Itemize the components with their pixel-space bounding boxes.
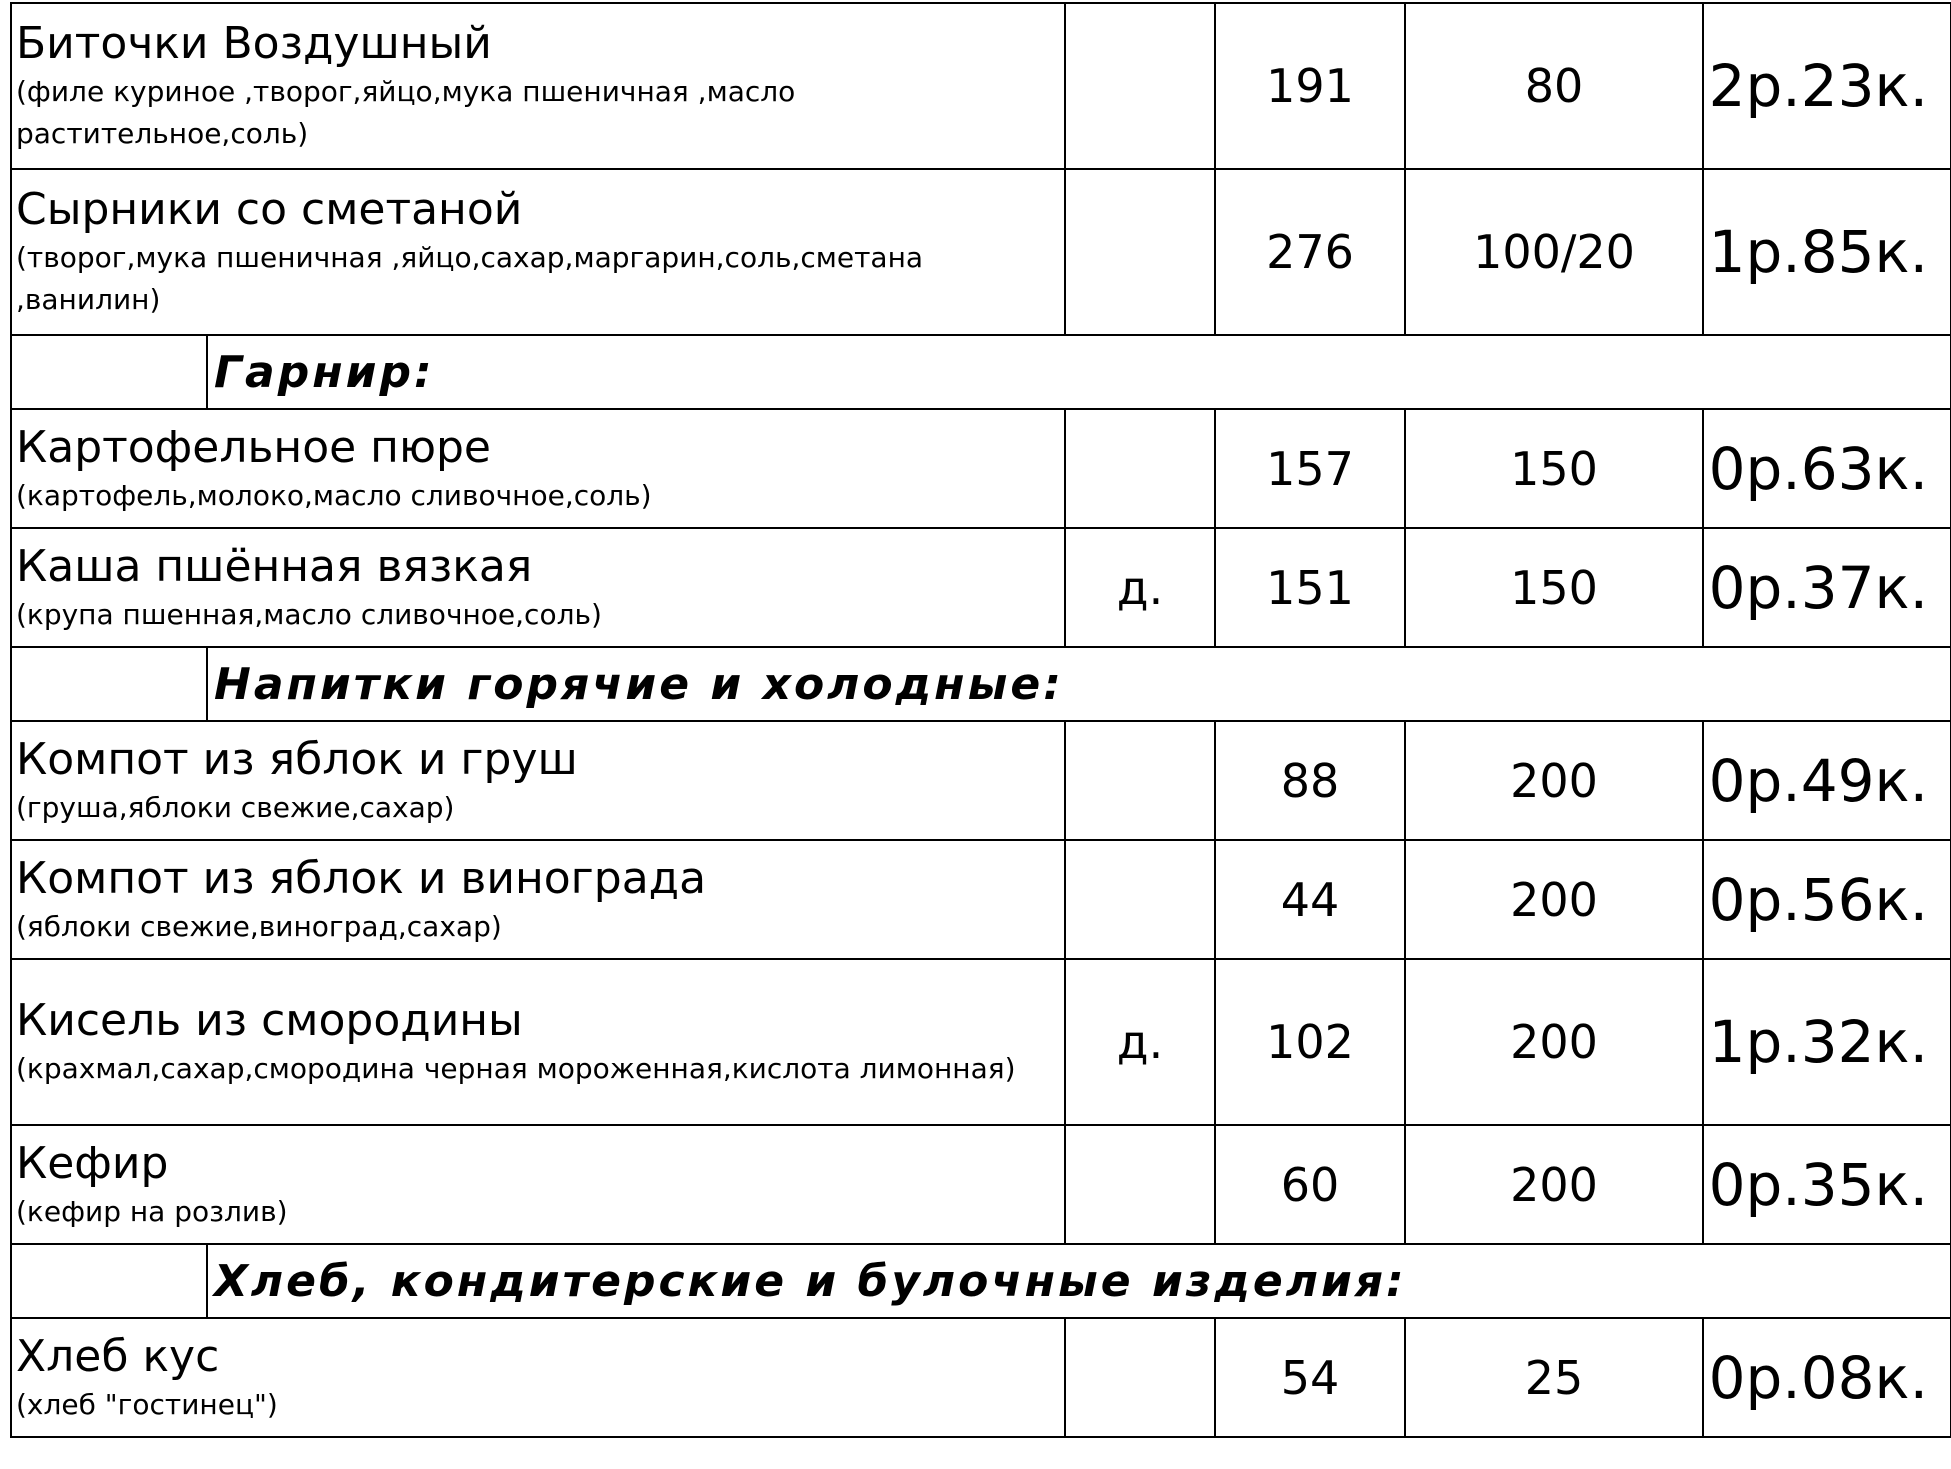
menu-item-row — [11, 169, 1951, 335]
dish-ingredients: (картофель,молоко,масло сливочное,соль) — [16, 478, 652, 512]
dish-price: 0р.49к. — [1703, 721, 1951, 840]
section-title-drinks: Напитки горячие и холодные: — [207, 647, 1951, 721]
dish-ingredients: (хлеб "гостинец") — [16, 1387, 278, 1421]
section-title-garnish: Гарнир: — [207, 335, 1951, 409]
menu-item-row — [11, 1318, 1951, 1437]
dish-weight: 200 — [1405, 959, 1703, 1125]
dish-note — [1065, 840, 1215, 959]
menu-item-row — [11, 528, 1951, 647]
dish-ingredients: (крупа пшенная,масло сливочное,соль) — [16, 597, 602, 631]
menu-table — [10, 2, 1951, 1438]
dish-ingredients: (творог,мука пшеничная ,яйцо,сахар,маргарин,соль,сметана ,ванилин) — [16, 241, 924, 316]
dish-name-cell — [11, 959, 1065, 1125]
dish-title: Компот из яблок и груш — [16, 733, 578, 785]
dish-name-cell — [11, 1125, 1065, 1244]
section-header-row — [11, 647, 1951, 721]
dish-kcal: 102 — [1215, 959, 1405, 1125]
menu-item-row — [11, 959, 1951, 1125]
dish-ingredients: (яблоки свежие,виноград,сахар) — [16, 909, 502, 943]
dish-name-cell — [11, 169, 1065, 335]
dish-ingredients: (крахмал,сахар,смородина черная мороженная,кислота лимонная) — [16, 1052, 1016, 1085]
dish-kcal: 88 — [1215, 721, 1405, 840]
dish-kcal: 157 — [1215, 409, 1405, 528]
dish-price: 2р.23к. — [1703, 3, 1951, 169]
section-spacer — [11, 335, 207, 409]
dish-title: Сырники со сметаной — [16, 184, 523, 235]
dish-weight: 200 — [1405, 1125, 1703, 1244]
dish-title: Биточки Воздушный — [16, 18, 492, 69]
dish-note — [1065, 1318, 1215, 1437]
dish-note: д. — [1065, 528, 1215, 647]
dish-note: д. — [1065, 959, 1215, 1125]
section-title-bread: Хлеб, кондитерские и булочные изделия: — [207, 1244, 1951, 1318]
dish-weight: 100/20 — [1405, 169, 1703, 335]
dish-weight: 150 — [1405, 409, 1703, 528]
dish-kcal: 191 — [1215, 3, 1405, 169]
dish-note — [1065, 1125, 1215, 1244]
dish-price: 0р.37к. — [1703, 528, 1951, 647]
dish-note — [1065, 409, 1215, 528]
dish-weight: 200 — [1405, 721, 1703, 840]
dish-note — [1065, 3, 1215, 169]
dish-title: Картофельное пюре — [16, 421, 491, 473]
section-header-row — [11, 1244, 1951, 1318]
dish-weight: 200 — [1405, 840, 1703, 959]
dish-name-cell — [11, 3, 1065, 169]
dish-title: Кефир — [16, 1137, 169, 1189]
dish-kcal: 276 — [1215, 169, 1405, 335]
menu-item-row — [11, 3, 1951, 169]
dish-kcal: 44 — [1215, 840, 1405, 959]
dish-name-cell — [11, 528, 1065, 647]
menu-item-row — [11, 1125, 1951, 1244]
dish-note — [1065, 721, 1215, 840]
dish-title: Каша пшённая вязкая — [16, 540, 533, 592]
dish-weight: 25 — [1405, 1318, 1703, 1437]
menu-item-row — [11, 409, 1951, 528]
dish-price: 0р.35к. — [1703, 1125, 1951, 1244]
dish-ingredients: (груша,яблоки свежие,сахар) — [16, 790, 455, 824]
section-spacer — [11, 1244, 207, 1318]
dish-name-cell — [11, 840, 1065, 959]
dish-name-cell — [11, 721, 1065, 840]
menu-item-row — [11, 721, 1951, 840]
dish-weight: 150 — [1405, 528, 1703, 647]
section-header-row — [11, 335, 1951, 409]
dish-name-cell — [11, 409, 1065, 528]
dish-price: 0р.56к. — [1703, 840, 1951, 959]
dish-kcal: 151 — [1215, 528, 1405, 647]
dish-name-cell — [11, 1318, 1065, 1437]
dish-weight: 80 — [1405, 3, 1703, 169]
dish-price: 0р.63к. — [1703, 409, 1951, 528]
menu-item-row — [11, 840, 1951, 959]
dish-kcal: 60 — [1215, 1125, 1405, 1244]
dish-title: Кисель из смородины — [16, 995, 523, 1046]
dish-ingredients: (кефир на розлив) — [16, 1194, 288, 1228]
dish-kcal: 54 — [1215, 1318, 1405, 1437]
section-spacer — [11, 647, 207, 721]
dish-price: 1р.32к. — [1703, 959, 1951, 1125]
dish-note — [1065, 169, 1215, 335]
dish-price: 1р.85к. — [1703, 169, 1951, 335]
dish-ingredients: (филе куриное ,творог,яйцо,мука пшеничная ,масло растительное,соль) — [16, 75, 796, 150]
dish-title: Компот из яблок и винограда — [16, 852, 707, 904]
dish-title: Хлеб кус — [16, 1330, 220, 1382]
dish-price: 0р.08к. — [1703, 1318, 1951, 1437]
